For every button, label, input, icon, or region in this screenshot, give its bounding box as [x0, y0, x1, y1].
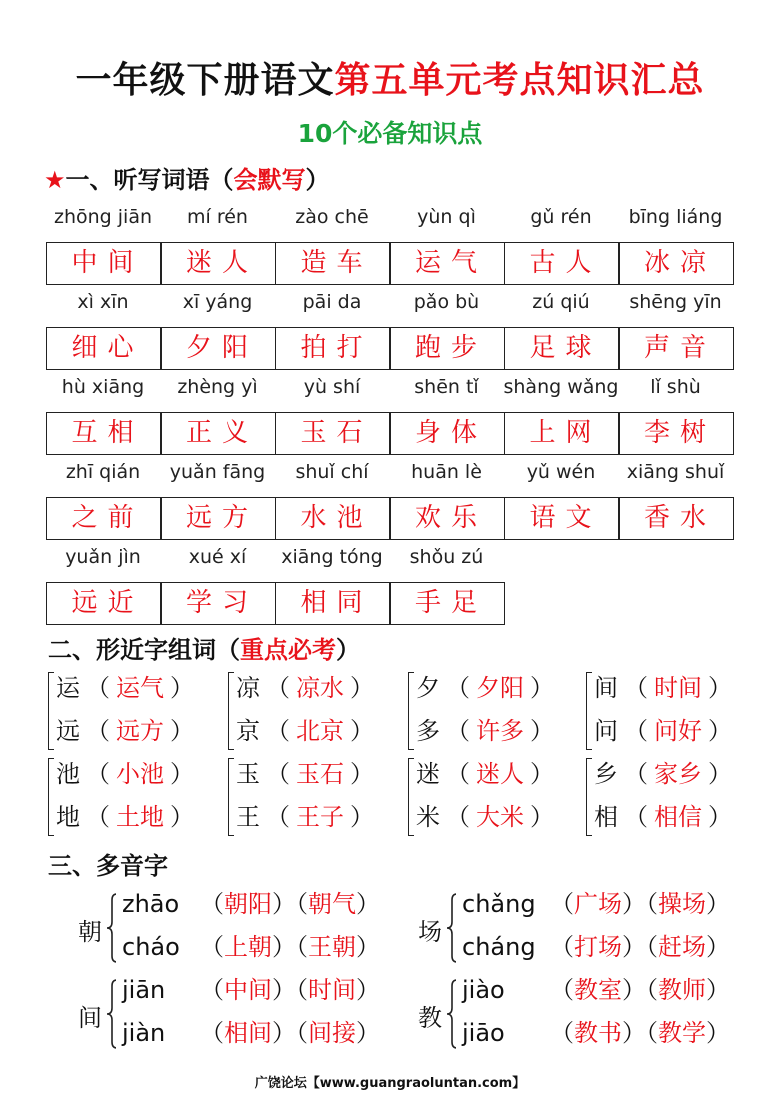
reading-word: 上朝: [224, 933, 272, 961]
pair-line: [236, 711, 380, 751]
paren-close: ）: [356, 976, 380, 1004]
paren-open: （: [646, 890, 658, 918]
paren-open: （: [550, 976, 574, 1004]
polyphone-char: 朝: [78, 918, 102, 946]
pair-char: 相: [594, 803, 618, 831]
paren-open: （: [200, 1019, 224, 1047]
pair-word: 小池: [116, 760, 164, 788]
brace-icon: [446, 892, 456, 964]
bracket: [228, 672, 234, 750]
polyphone-reading: [122, 927, 380, 967]
vocab-word: 香水: [643, 503, 716, 533]
word-box: [504, 242, 619, 285]
word-box: [504, 497, 619, 540]
pair-word: 王子: [296, 803, 344, 831]
word-box: [390, 582, 505, 625]
pinyin-label: zhōng jiān: [53, 206, 153, 228]
vocab-cell: [504, 376, 618, 464]
pair-word: 远方: [116, 717, 164, 745]
polyphone-reading: [462, 884, 730, 924]
vocab-word: 冰凉: [643, 248, 716, 278]
pinyin-label: shēng yīn: [629, 291, 722, 313]
word-box: [46, 497, 161, 540]
word-box: [161, 242, 276, 285]
pair-word: 时间: [654, 674, 702, 702]
paren-open: （: [446, 803, 470, 831]
pair-line: [56, 711, 200, 751]
bracket: [228, 758, 234, 836]
pair-group: [408, 754, 583, 842]
vocab-word: 手足: [414, 588, 487, 618]
paren-close: ）: [272, 890, 296, 918]
word-box: [390, 242, 505, 285]
pair-char: 夕: [416, 674, 440, 702]
pinyin-label: gǔ rén: [530, 206, 592, 228]
word-box: [619, 412, 734, 455]
paren-close: ）: [622, 976, 646, 1004]
bracket: [48, 758, 54, 836]
paren-close: ）: [170, 717, 194, 745]
pair-char: 乡: [594, 760, 618, 788]
paren-close: ）: [708, 760, 732, 788]
paren-open: （: [86, 674, 110, 702]
paren-open: （: [446, 674, 470, 702]
page-title: [0, 52, 780, 103]
reading-word: 广场: [574, 890, 622, 918]
reading-pinyin: jiāo: [462, 1019, 505, 1047]
reading-word: 教室: [574, 976, 622, 1004]
word-box: [619, 327, 734, 370]
pair-line: [416, 754, 560, 794]
pair-word: 家乡: [654, 760, 702, 788]
pair-line: [56, 797, 200, 837]
pinyin-label: zào chē: [295, 206, 369, 228]
word-box: [161, 412, 276, 455]
pinyin-label: lǐ shù: [650, 376, 701, 398]
pinyin-label: huān lè: [411, 461, 482, 483]
paren-open: （: [624, 674, 648, 702]
paren-close: ）: [350, 760, 374, 788]
paren-close: ）: [170, 760, 194, 788]
title-part2: 第五单元考点知识汇总: [334, 60, 705, 101]
pair-word: 问好: [654, 717, 702, 745]
pair-char: 间: [594, 674, 618, 702]
vocab-cell: [161, 461, 275, 549]
vocab-word: 声音: [643, 333, 716, 363]
star-icon: ★: [44, 166, 66, 194]
page-subtitle: 10个必备知识点: [297, 119, 483, 148]
pinyin-label: zú qiú: [532, 291, 590, 313]
pinyin-label: yùn qì: [417, 206, 476, 228]
pinyin-label: yuǎn jìn: [65, 546, 141, 568]
vocab-cell: [161, 376, 275, 464]
pair-word: 凉水: [296, 674, 344, 702]
pinyin-label: shēn tǐ: [414, 376, 479, 398]
word-box: [619, 242, 734, 285]
paren-open: （: [624, 803, 648, 831]
paren-open: （: [86, 760, 110, 788]
word-box: [275, 497, 390, 540]
paren-close: ）: [708, 717, 732, 745]
pair-word: 迷人: [476, 760, 524, 788]
reading-word: 教书: [574, 1019, 622, 1047]
section2-heading: 二、形近字组词（重点必考）: [48, 636, 360, 664]
pair-line: [416, 668, 560, 708]
paren-open: （: [624, 717, 648, 745]
vocab-cell: [504, 291, 618, 379]
word-box: [504, 412, 619, 455]
paren-open: （: [646, 976, 658, 1004]
vocab-cell: [161, 291, 275, 379]
vocab-word: 细心: [71, 333, 144, 363]
word-box: [275, 242, 390, 285]
section1-heading: ★一、听写词语（会默写）: [44, 166, 330, 194]
vocab-cell: [46, 546, 160, 634]
pinyin-label: bīng liáng: [628, 206, 723, 228]
polyphone-reading: [462, 927, 730, 967]
pair-line: [594, 711, 738, 751]
paren-open: （: [646, 933, 658, 961]
pinyin-label: yù shí: [303, 376, 361, 398]
pair-char: 运: [56, 674, 80, 702]
pinyin-label: yuǎn fāng: [169, 461, 266, 483]
pinyin-label: xiāng shuǐ: [626, 461, 725, 483]
pinyin-label: shuǐ chí: [295, 461, 369, 483]
pair-line: [56, 668, 200, 708]
paren-open: （: [86, 803, 110, 831]
vocab-word: 语文: [529, 503, 602, 533]
vocab-cell: [275, 206, 389, 294]
paren-open: （: [86, 717, 110, 745]
vocab-word: 跑步: [414, 333, 487, 363]
pair-char: 米: [416, 803, 440, 831]
vocab-cell: [390, 376, 504, 464]
reading-word: 赶场: [658, 933, 706, 961]
paren-close: ）: [530, 803, 554, 831]
vocab-cell: [504, 461, 618, 549]
paren-open: （: [446, 760, 470, 788]
paren-close: ）: [622, 890, 646, 918]
paren-open: （: [296, 976, 308, 1004]
reading-pinyin: chǎng: [462, 890, 536, 918]
paren-close: ）: [170, 674, 194, 702]
paren-close: ）: [706, 1019, 730, 1047]
paren-open: （: [200, 890, 224, 918]
vocab-cell: [275, 546, 389, 634]
pair-group: [48, 668, 223, 756]
bracket: [408, 672, 414, 750]
paren-close: ）: [622, 1019, 646, 1047]
pair-line: [416, 711, 560, 751]
pinyin-label: mí rén: [187, 206, 248, 228]
paren-close: ）: [272, 976, 296, 1004]
vocab-cell: [161, 546, 275, 634]
pair-char: 王: [236, 803, 260, 831]
paren-open: （: [550, 890, 574, 918]
pair-word: 大米: [476, 803, 524, 831]
brace-icon: [106, 978, 116, 1050]
reading-word: 教师: [658, 976, 706, 1004]
paren-open: （: [266, 674, 290, 702]
title-part1: 一年级下册语文: [75, 60, 335, 101]
word-box: [46, 582, 161, 625]
vocab-cell: [46, 291, 160, 379]
pair-line: [236, 754, 380, 794]
vocab-cell: [46, 376, 160, 464]
pair-group: [228, 754, 403, 842]
paren-close: ）: [356, 933, 380, 961]
paren-open: （: [200, 976, 224, 1004]
paren-close: ）: [350, 717, 374, 745]
pair-word: 相信: [654, 803, 702, 831]
vocab-cell: [275, 461, 389, 549]
vocab-word: 古人: [529, 248, 602, 278]
pair-char: 多: [416, 717, 440, 745]
word-box: [275, 412, 390, 455]
pair-word: 运气: [116, 674, 164, 702]
paren-open: （: [266, 717, 290, 745]
bracket: [586, 758, 592, 836]
pinyin-label: hù xiāng: [61, 376, 145, 398]
vocab-cell: [275, 291, 389, 379]
word-box: [619, 497, 734, 540]
pinyin-label: pāi da: [302, 291, 362, 313]
pair-line: [416, 797, 560, 837]
vocab-cell: [619, 376, 733, 464]
polyphone-reading: [462, 970, 730, 1010]
paren-close: ）: [530, 760, 554, 788]
vocab-word: 李树: [643, 418, 716, 448]
vocab-word: 运气: [414, 248, 487, 278]
pinyin-label: zhèng yì: [177, 376, 258, 398]
polyphone-char: 间: [78, 1004, 102, 1032]
vocab-word: 足球: [529, 333, 602, 363]
footer: 广饶论坛【www.guangraoluntan.com】: [254, 1076, 526, 1091]
vocab-word: 正义: [185, 418, 258, 448]
vocab-word: 远近: [71, 588, 144, 618]
paren-close: ）: [356, 1019, 380, 1047]
paren-open: （: [266, 803, 290, 831]
pair-line: [594, 797, 738, 837]
word-box: [46, 242, 161, 285]
paren-close: ）: [350, 674, 374, 702]
pinyin-label: xī yáng: [182, 291, 253, 313]
pair-char: 远: [56, 717, 80, 745]
pair-char: 地: [56, 803, 80, 831]
paren-close: ）: [706, 976, 730, 1004]
reading-pinyin: jiào: [462, 976, 505, 1004]
vocab-cell: [390, 206, 504, 294]
pair-char: 问: [594, 717, 618, 745]
vocab-cell: [46, 206, 160, 294]
pair-group: [48, 754, 223, 842]
bracket: [408, 758, 414, 836]
paren-open: （: [646, 1019, 658, 1047]
vocab-cell: [390, 291, 504, 379]
vocab-word: 相同: [300, 588, 373, 618]
word-box: [161, 327, 276, 370]
vocab-cell: [504, 206, 618, 294]
pair-group: [228, 668, 403, 756]
pair-word: 许多: [476, 717, 524, 745]
pinyin-label: xiāng tóng: [281, 546, 383, 568]
reading-word: 相间: [224, 1019, 272, 1047]
paren-open: （: [550, 1019, 574, 1047]
word-box: [390, 412, 505, 455]
pair-line: [236, 797, 380, 837]
vocab-word: 学习: [185, 588, 258, 618]
pair-group: [586, 754, 761, 842]
bracket: [48, 672, 54, 750]
reading-word: 朝气: [308, 890, 356, 918]
polyphone-reading: [122, 1013, 380, 1053]
pair-line: [594, 668, 738, 708]
pair-word: 夕阳: [476, 674, 524, 702]
vocab-cell: [161, 206, 275, 294]
vocab-cell: [390, 546, 504, 634]
pinyin-label: zhī qián: [65, 461, 141, 483]
word-box: [504, 327, 619, 370]
paren-close: ）: [622, 933, 646, 961]
word-box: [46, 327, 161, 370]
word-box: [275, 327, 390, 370]
word-box: [390, 327, 505, 370]
paren-close: ）: [170, 803, 194, 831]
word-box: [161, 497, 276, 540]
word-box: [390, 497, 505, 540]
pinyin-label: shàng wǎng: [503, 376, 619, 398]
brace-icon: [446, 978, 456, 1050]
vocab-word: 互相: [71, 418, 144, 448]
bracket: [586, 672, 592, 750]
pinyin-label: pǎo bù: [413, 291, 480, 313]
pair-word: 玉石: [296, 760, 344, 788]
paren-close: ）: [350, 803, 374, 831]
reading-pinyin: zhāo: [122, 890, 180, 918]
paren-open: （: [296, 1019, 308, 1047]
pair-char: 池: [56, 760, 80, 788]
paren-open: （: [624, 760, 648, 788]
paren-close: ）: [356, 890, 380, 918]
reading-word: 间接: [308, 1019, 356, 1047]
vocab-word: 欢乐: [414, 503, 487, 533]
pinyin-label: xì xīn: [77, 291, 129, 313]
reading-pinyin: cháng: [462, 933, 536, 961]
vocab-word: 玉石: [300, 418, 373, 448]
paren-open: （: [200, 933, 224, 961]
polyphone-reading: [122, 884, 380, 924]
pair-char: 玉: [236, 760, 260, 788]
reading-pinyin: jiān: [122, 976, 166, 1004]
reading-pinyin: cháo: [122, 933, 180, 961]
reading-word: 中间: [224, 976, 272, 1004]
reading-word: 朝阳: [224, 890, 272, 918]
reading-word: 打场: [574, 933, 622, 961]
reading-word: 操场: [658, 890, 706, 918]
vocab-word: 造车: [300, 248, 373, 278]
word-box: [275, 582, 390, 625]
vocab-word: 水池: [300, 503, 373, 533]
paren-open: （: [296, 933, 308, 961]
vocab-word: 中间: [71, 248, 144, 278]
polyphone-char: 场: [418, 918, 442, 946]
vocab-cell: [390, 461, 504, 549]
reading-word: 王朝: [308, 933, 356, 961]
pair-char: 京: [236, 717, 260, 745]
pair-group: [408, 668, 583, 756]
pinyin-label: xué xí: [188, 546, 247, 568]
vocab-cell: [619, 206, 733, 294]
pair-line: [236, 668, 380, 708]
section3-heading: 三、多音字: [48, 852, 168, 880]
paren-close: ）: [530, 717, 554, 745]
pair-char: 凉: [236, 674, 260, 702]
paren-close: ）: [272, 933, 296, 961]
vocab-word: 之前: [71, 503, 144, 533]
pair-line: [56, 754, 200, 794]
pinyin-label: shǒu zú: [409, 546, 484, 568]
vocab-word: 上网: [529, 418, 602, 448]
vocab-cell: [619, 461, 733, 549]
paren-close: ）: [706, 890, 730, 918]
word-box: [161, 582, 276, 625]
polyphone-reading: [122, 970, 380, 1010]
pinyin-label: yǔ wén: [526, 461, 596, 483]
reading-word: 教学: [658, 1019, 706, 1047]
vocab-cell: [46, 461, 160, 549]
reading-word: 时间: [308, 976, 356, 1004]
pair-char: 迷: [416, 760, 440, 788]
paren-open: （: [550, 933, 574, 961]
paren-open: （: [296, 890, 308, 918]
polyphone-reading: [462, 1013, 730, 1053]
vocab-word: 身体: [414, 418, 487, 448]
paren-close: ）: [530, 674, 554, 702]
vocab-word: 夕阳: [185, 333, 258, 363]
polyphone-char: 教: [418, 1004, 442, 1032]
pair-word: 土地: [116, 803, 164, 831]
paren-open: （: [266, 760, 290, 788]
paren-close: ）: [708, 674, 732, 702]
vocab-cell: [619, 291, 733, 379]
vocab-word: 拍打: [300, 333, 373, 363]
paren-close: ）: [706, 933, 730, 961]
pair-line: [594, 754, 738, 794]
vocab-word: 迷人: [185, 248, 258, 278]
paren-close: ）: [272, 1019, 296, 1047]
word-box: [46, 412, 161, 455]
vocab-cell: [275, 376, 389, 464]
brace-icon: [106, 892, 116, 964]
paren-open: （: [446, 717, 470, 745]
pair-group: [586, 668, 761, 756]
reading-pinyin: jiàn: [122, 1019, 166, 1047]
paren-close: ）: [708, 803, 732, 831]
pair-word: 北京: [296, 717, 344, 745]
vocab-word: 远方: [185, 503, 258, 533]
